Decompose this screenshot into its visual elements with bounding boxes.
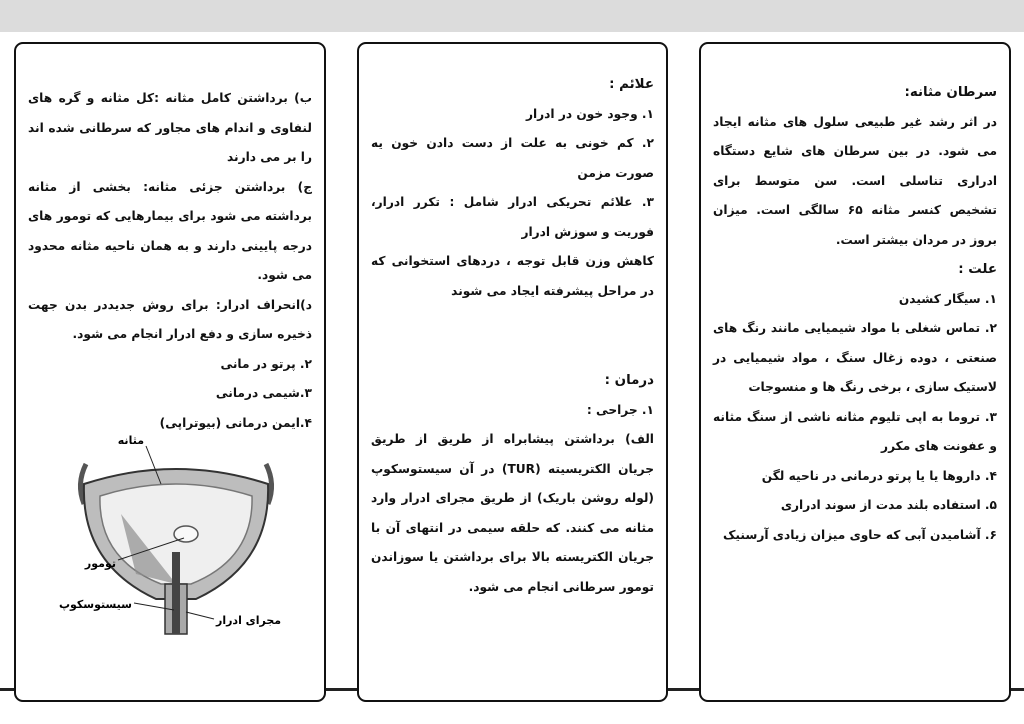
panel-right [699, 42, 1011, 702]
symptom-item: کاهش وزن قابل توجه ، دردهای استخوانی که در مراحل پیشرفته ایجاد می شوند [371, 254, 654, 298]
treatment-paragraph: ۴.ایمن درمانی (بیوتراپی) [159, 415, 312, 430]
treatment-title: درمان : [604, 373, 654, 388]
bladder-cancer-intro: در اثر رشد غیر طبیعی سلول های مثانه ایجاد می شود. در بین سرطان های شایع دستگاه ادراری تناسلی است. سن متوسط برای تشخیص کنسر مثانه ۶۵ سالگی است. میزان بروز در مردان بیشتر است. [713, 114, 997, 247]
label-tumor: تومور [84, 557, 116, 570]
bladder-cancer-title: سرطان مثانه: [904, 85, 997, 100]
symptoms-title: علائم : [609, 77, 654, 92]
treatment-paragraph: ب) برداشتن کامل مثانه :کل مثانه و گره های لنفاوی و اندام های مجاور که سرطانی شده اند را بر می دارند [28, 91, 312, 164]
panel-left-content [28, 84, 312, 438]
leader-urethra [186, 612, 214, 619]
tumor-shape [174, 526, 198, 542]
treatment-paragraph: ۲. پرتو در مانی [220, 356, 312, 371]
symptom-item: ۱. وجود خون در ادرار [525, 106, 654, 121]
cause-item: ۲. تماس شغلی با مواد شیمیایی مانند رنگ های صنعتی ، دوده زغال سنگ ، مواد شیمیایی در لاستیک سازی ، برخی رنگ ها و منسوجات [713, 321, 997, 394]
causes-title: علت : [958, 262, 997, 277]
treatment-paragraph: د)انحراف ادرار: برای روش جدیددر بدن جهت ذخیره سازی و دفع ادرار انجام می شود. [28, 297, 312, 341]
label-bladder: مثانه [117, 434, 144, 447]
panel-right-content [713, 78, 997, 550]
cause-item: ۱. سیگار کشیدن [898, 291, 997, 306]
symptom-item: ۲. کم خونی به علت از دست دادن خون یه صورت مزمن [371, 136, 654, 180]
panel-left [14, 42, 326, 702]
treatment-tur: الف) برداشتن پیشابراه از طریق از طریق جریان الکتریسیته (TUR) در آن سیستوسکوپ (لوله روشن باریک) از طریق مجرای ادرار وارد مثانه می کنند. که حلقه سیمی در انتهای آن با جریان الکتریسته بالا برای برداشتن یا سوزاندن تومور سرطانی انجام می شود. [371, 432, 654, 594]
cause-item: ۵. استفاده بلند مدت از سوند ادراری [780, 498, 997, 512]
treatment-paragraph: ۳.شیمی درمانی [215, 386, 312, 400]
cause-item: ۳. تروما به اپی تلیوم مثانه ناشی از سنگ مثانه و عفونت های مکرر [713, 409, 997, 453]
label-urethra: مجرای ادرار [216, 614, 282, 627]
cystoscope-shape [172, 552, 180, 634]
spacer [371, 306, 654, 366]
treatment-surgery: ۱. جراحی : [586, 402, 654, 417]
bladder-cystoscopy-diagram [58, 434, 286, 634]
top-band [0, 0, 1024, 32]
cause-item: ۶. آشامیدن آبی که حاوی میزان زیادی آرسنیک [722, 527, 997, 542]
symptom-item: ۳. علائم تحریکی ادرار شامل : تکرر ادرار، فوریت و سوزش ادرار [371, 195, 654, 239]
panel-middle-content [371, 70, 654, 602]
treatment-paragraph: ج) برداشتن جزئی مثانه: بخشی از مثانه برداشته می شود برای بیمارهایی که تومور های درجه پایینی دارند و به همان ناحیه مثانه محدود می شود. [28, 179, 312, 282]
panel-middle [357, 42, 668, 702]
cause-item: ۴. داروها یا یا پرتو درمانی در ناحیه لگن [761, 468, 997, 483]
bladder-diagram-svg [58, 434, 286, 634]
label-cystoscope: سیستوسکوپ [58, 598, 132, 611]
